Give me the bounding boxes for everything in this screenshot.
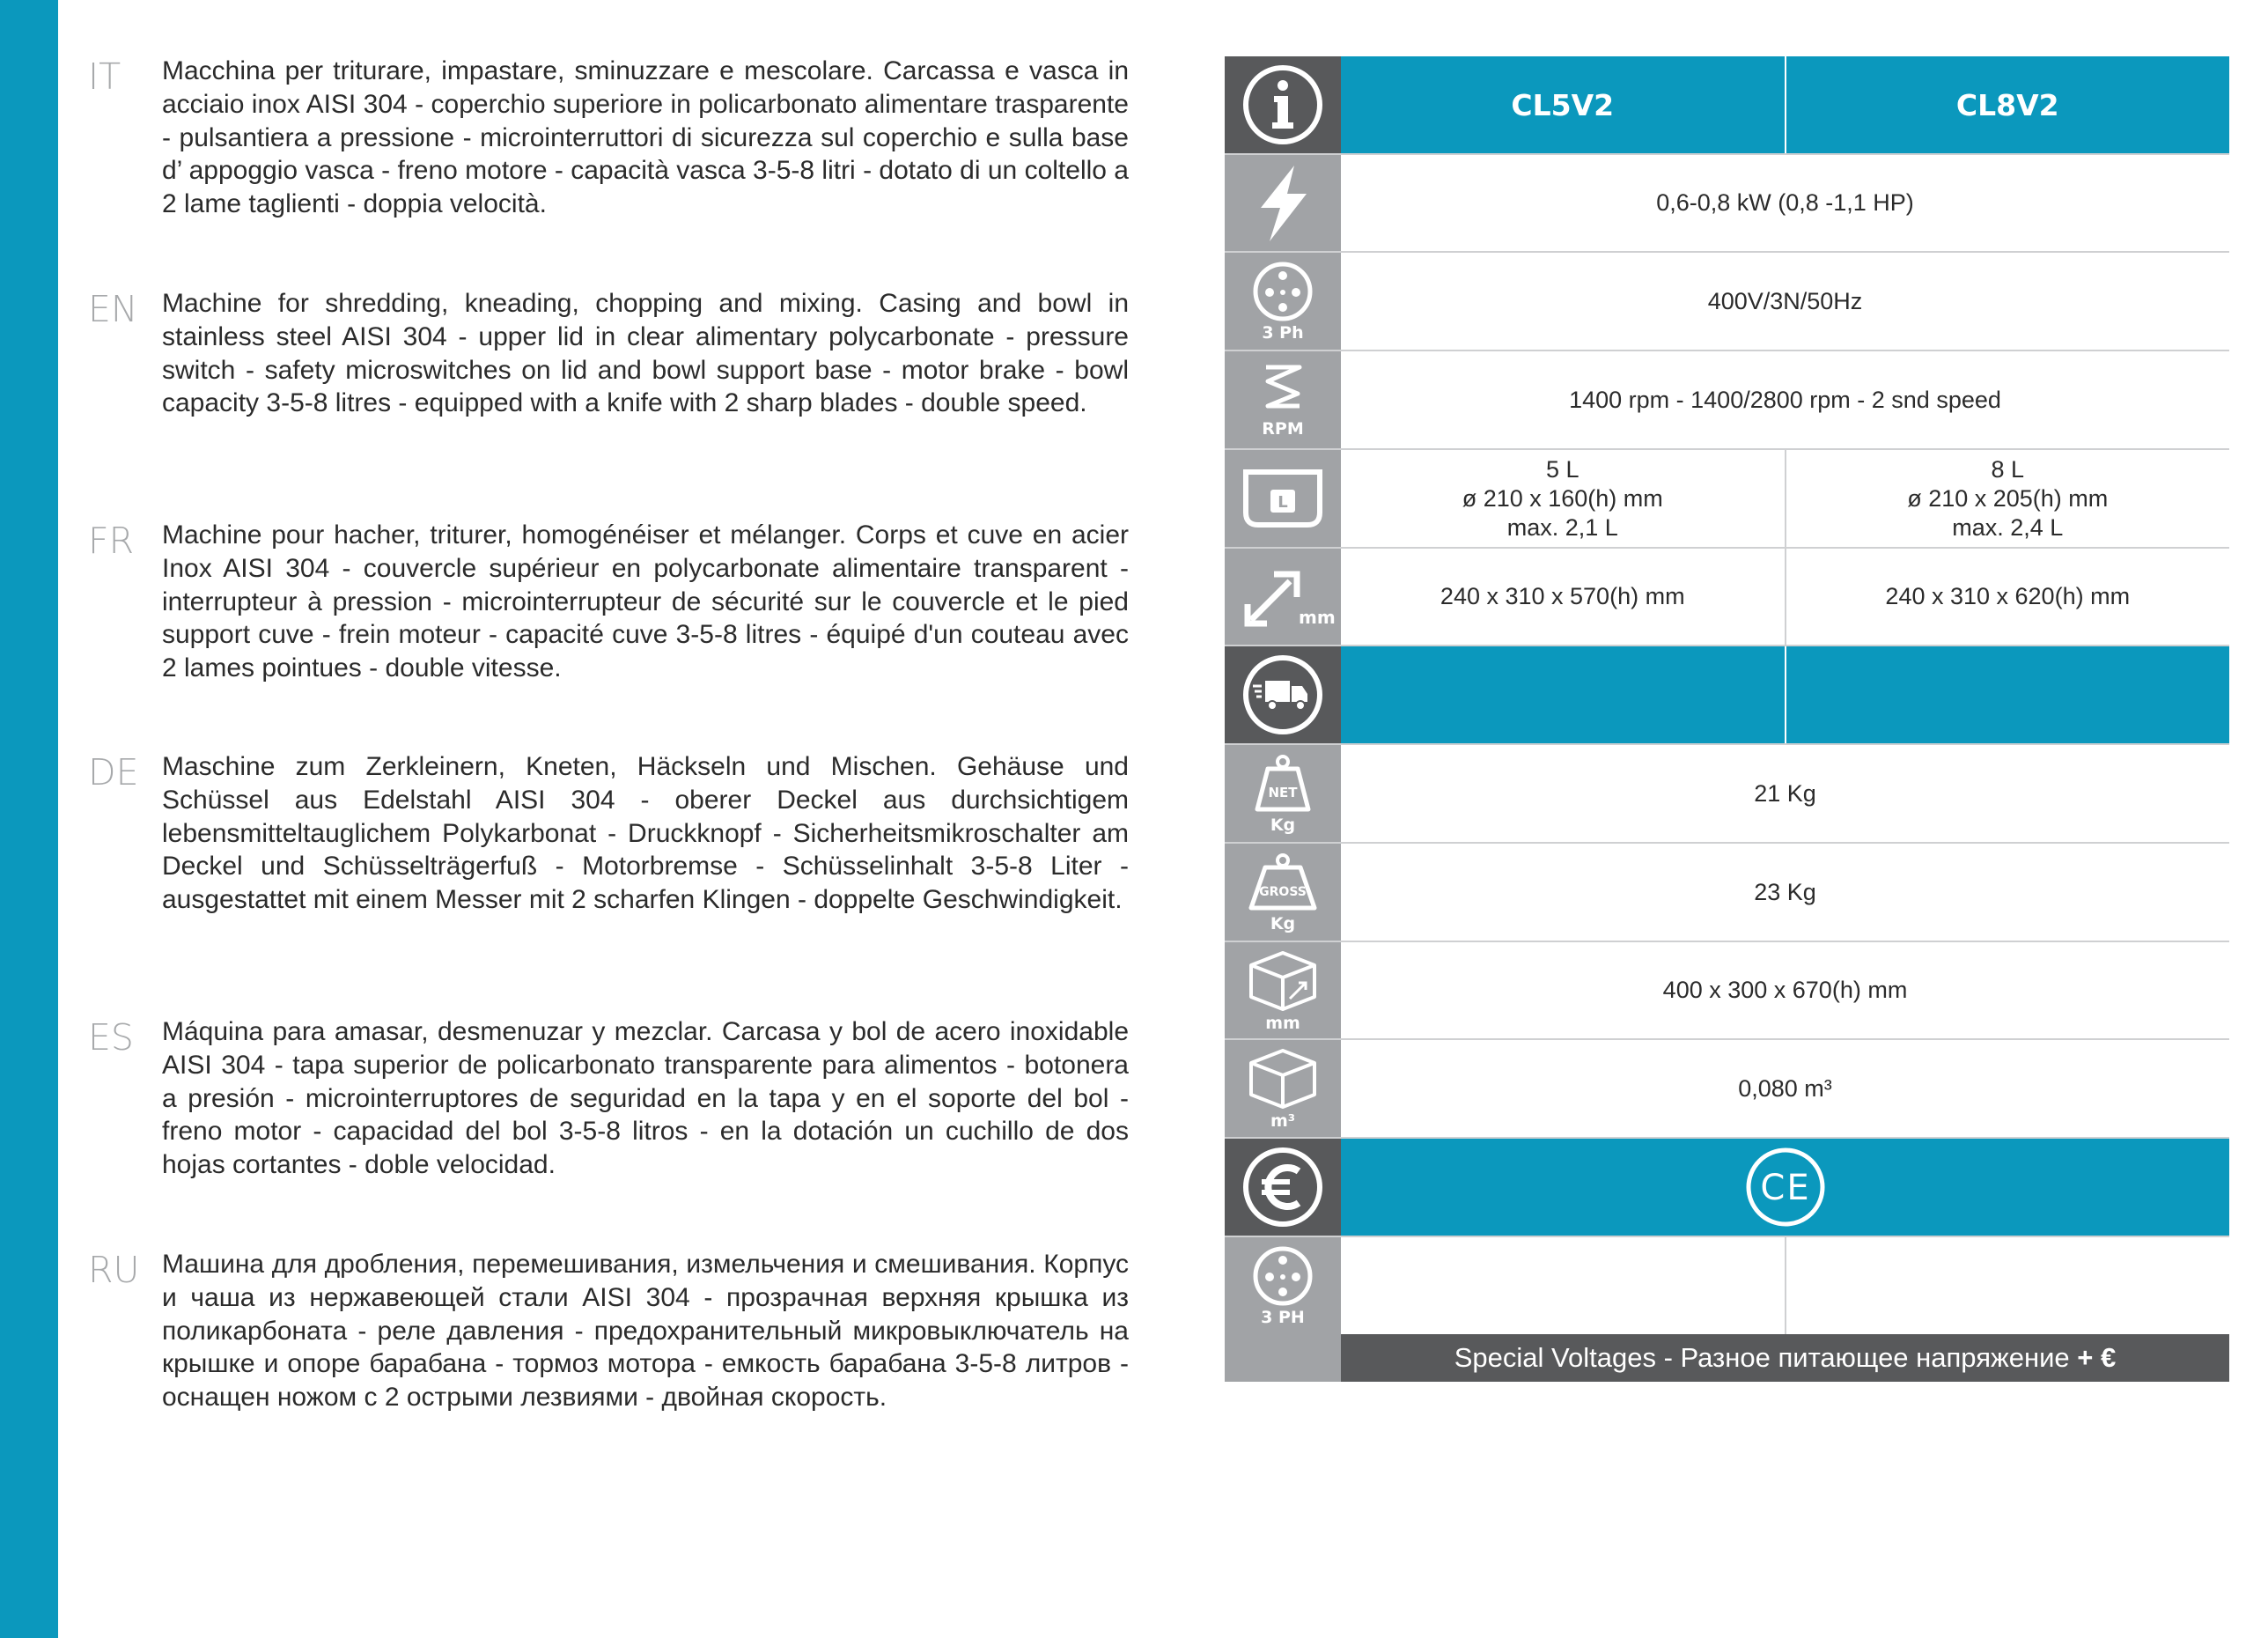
volume-value: 0,080 m³ <box>1738 1074 1832 1102</box>
description-en <box>88 287 1129 420</box>
bowl-value-cl5v2 <box>1341 450 1785 547</box>
plug-icon <box>1252 261 1314 322</box>
side-accent-bar <box>0 0 58 1638</box>
shipping-icon-cell <box>1225 646 1341 743</box>
bowl-max: max. 2,1 L <box>1506 513 1618 541</box>
three-phase-icon-cell <box>1225 1237 1341 1334</box>
voltage-row <box>1225 253 2229 351</box>
description-text: Máquina para amasar, desmenuzar y mezclar. Carcasa y bol de acero inoxidable AISI 304 - tapa superior de policarbonato transparente para alimentos - botonera a presión - microinterruptores de seguridad en la tapa y en el soporte del bol - freno motor - capacidad del bol 3-5-8 litros - en la dotación un cuchillo de dos hojas cortantes - doble velocidad. <box>162 1017 1129 1180</box>
plug-icon <box>1252 1245 1314 1307</box>
euro-icon <box>1241 1145 1325 1229</box>
bowl-max: max. 2,4 L <box>1952 513 2064 541</box>
info-icon <box>1241 63 1325 147</box>
net-weight-icon-cell <box>1225 745 1341 842</box>
description-it <box>88 55 1129 221</box>
delivery-truck-icon <box>1241 653 1325 737</box>
icon-caption: m³ <box>1270 1111 1296 1131</box>
power-row <box>1225 155 2229 253</box>
price-row <box>1225 1139 2229 1237</box>
gross-weight-value: 23 Kg <box>1754 878 1816 905</box>
description-text: Macchina per triturare, impastare, sminuzzare e mescolare. Carcassa e vasca in acciaio inox AISI 304 - coperchio superiore in policarbonato alimentare trasparente - pulsantiera a pressione - microinterruttori di sicurezza sul coperchio e sulla base d’ appoggio vasca - freno motore - capacità vasca 3-5-8 litri - dotato di un coltello a 2 lame taglienti - doppia velocità. <box>162 56 1129 219</box>
spring-icon <box>1261 362 1305 418</box>
language-code: ES <box>88 1016 134 1059</box>
description-es <box>88 1015 1129 1182</box>
net-weight-icon <box>1250 753 1315 815</box>
volume-icon-cell <box>1225 1040 1341 1137</box>
description-text: Maschine zum Zerkleinern, Kneten, Häckseln und Mischen. Gehäuse und Schüssel aus Edelstahl AISI 304 - oberer Deckel aus durchsichtigem lebensmitteltauglichem Polykarbonat - Druckknopf - Sicherheitsmikroschalter am Deckel und Schüsselträgerfuß - Motorbremse - Schüsselinhalt 3-5-8 Liter - ausgestattet mit einem Messer mit 2 scharfen Klingen - doppelte Geschwindigkeit. <box>162 752 1129 915</box>
language-code: IT <box>88 55 122 98</box>
language-code: RU <box>88 1249 140 1291</box>
icon-caption: Kg <box>1270 815 1296 835</box>
speed-icon-cell <box>1225 351 1341 448</box>
description-text: Machine for shredding, kneading, chopping and mixing. Casing and bowl in stainless steel AISI 304 - upper lid in clear alimentary polycarbonate - pressure switch - safety microswitches on lid and bowl support base - motor brake - bowl capacity 3-5-8 litres - equipped with a knife with 2 sharp blades - double speed. <box>162 289 1129 418</box>
bowl-size: ø 210 x 205(h) mm <box>1907 484 2109 512</box>
description-text: Машина для дробления, перемешивания, измельчения и смешивания. Корпус и чаша из нержавеющей стали AISI 304 - прозрачная верхняя крышка из поликарбоната - реле давления - предохранительный микровыключатель на крышке и опоре барабана - тормоз мотора - емкость барабана 3-5-8 литров - оснащен ножом с 2 острыми лезвиями - двойная скорость. <box>162 1250 1129 1413</box>
dimensions-row <box>1225 549 2229 646</box>
gross-weight-row <box>1225 844 2229 942</box>
ce-mark-icon <box>1743 1145 1828 1229</box>
spec-header-row <box>1225 56 2229 155</box>
packing-row <box>1225 942 2229 1040</box>
description-de <box>88 750 1129 917</box>
model-header: CL8V2 <box>1785 56 2230 153</box>
packing-icon-cell <box>1225 942 1341 1038</box>
bowl-icon-cell <box>1225 450 1341 547</box>
power-value: 0,6-0,8 kW (0,8 -1,1 HP) <box>1656 189 1914 216</box>
bowl-icon-label: L <box>1278 493 1288 512</box>
volume-box-icon <box>1248 1047 1318 1110</box>
gross-weight-icon <box>1246 852 1320 913</box>
bowl-row <box>1225 450 2229 549</box>
bowl-value-cl8v2 <box>1785 450 2230 547</box>
description-fr <box>88 519 1129 685</box>
volume-row <box>1225 1040 2229 1139</box>
dimensions-arrow-icon <box>1239 562 1336 632</box>
shipping-cell-cl8v2 <box>1785 646 2230 743</box>
three-phase-cell-cl5v2 <box>1341 1237 1785 1334</box>
spec-table <box>1225 56 2229 1382</box>
language-code: DE <box>88 751 139 793</box>
speed-row <box>1225 351 2229 450</box>
language-code: EN <box>88 288 138 330</box>
ce-mark-text: CE <box>1759 1168 1811 1208</box>
dimensions-value-cl5v2: 240 x 310 x 570(h) mm <box>1440 583 1685 609</box>
ce-mark-cell <box>1341 1139 2229 1236</box>
bowl-size: ø 210 x 160(h) mm <box>1462 484 1663 512</box>
voltage-icon-cell <box>1225 253 1341 350</box>
special-voltages-text: Special Voltages - Разное питающее напряжение <box>1454 1342 2070 1373</box>
icon-caption: Kg <box>1270 914 1296 933</box>
shipping-row <box>1225 646 2229 745</box>
net-weight-row <box>1225 745 2229 844</box>
packing-value: 400 x 300 x 670(h) mm <box>1662 977 1908 1003</box>
three-phase-row <box>1225 1237 2229 1334</box>
bowl-capacity: 8 L <box>1991 455 2025 483</box>
net-weight-value: 21 Kg <box>1754 779 1816 807</box>
dimensions-value-cl8v2: 240 x 310 x 620(h) mm <box>1785 549 2230 645</box>
icon-caption: mm <box>1265 1013 1300 1033</box>
language-code: FR <box>88 520 135 562</box>
voltage-value: 400V/3N/50Hz <box>1707 287 1863 314</box>
special-voltages-suffix: + € <box>2077 1342 2117 1373</box>
lightning-icon <box>1252 164 1314 243</box>
price-icon-cell <box>1225 1139 1341 1236</box>
info-icon-cell <box>1225 56 1341 153</box>
three-phase-cell-cl8v2 <box>1785 1237 2230 1334</box>
model-headers <box>1341 56 2229 153</box>
model-header: CL5V2 <box>1511 87 1615 122</box>
dims-icon-caption: mm <box>1299 606 1336 628</box>
icon-caption: 3 Ph <box>1262 323 1304 343</box>
description-ru <box>88 1248 1129 1414</box>
bowl-capacity: 5 L <box>1545 455 1580 483</box>
net-icon-label: NET <box>1268 785 1298 801</box>
bowl-icon <box>1241 467 1325 530</box>
gross-weight-icon-cell <box>1225 844 1341 941</box>
package-icon <box>1248 949 1318 1013</box>
icon-caption: 3 PH <box>1261 1308 1305 1327</box>
power-icon-cell <box>1225 155 1341 251</box>
speed-value: 1400 rpm - 1400/2800 rpm - 2 snd speed <box>1569 386 2001 413</box>
description-text: Machine pour hacher, triturer, homogénéiser et mélanger. Corps et cuve en acier Inox AISI 304 - couvercle supérieur en polycarbonate alimentaire transparent - interrupteur à pression - microinterrupteur de sécurité sur le couvercle et le pied support cuve - frein moteur - capacité cuve 3-5-8 litres - équipé d'un couteau avec 2 lames pointues - double vitesse. <box>162 520 1129 683</box>
special-voltages-footer <box>1225 1334 2229 1382</box>
dimensions-icon-cell <box>1225 549 1341 645</box>
shipping-cell-cl5v2 <box>1341 646 1785 743</box>
gross-icon-label: GROSS <box>1259 885 1307 899</box>
icon-caption: RPM <box>1262 419 1304 439</box>
